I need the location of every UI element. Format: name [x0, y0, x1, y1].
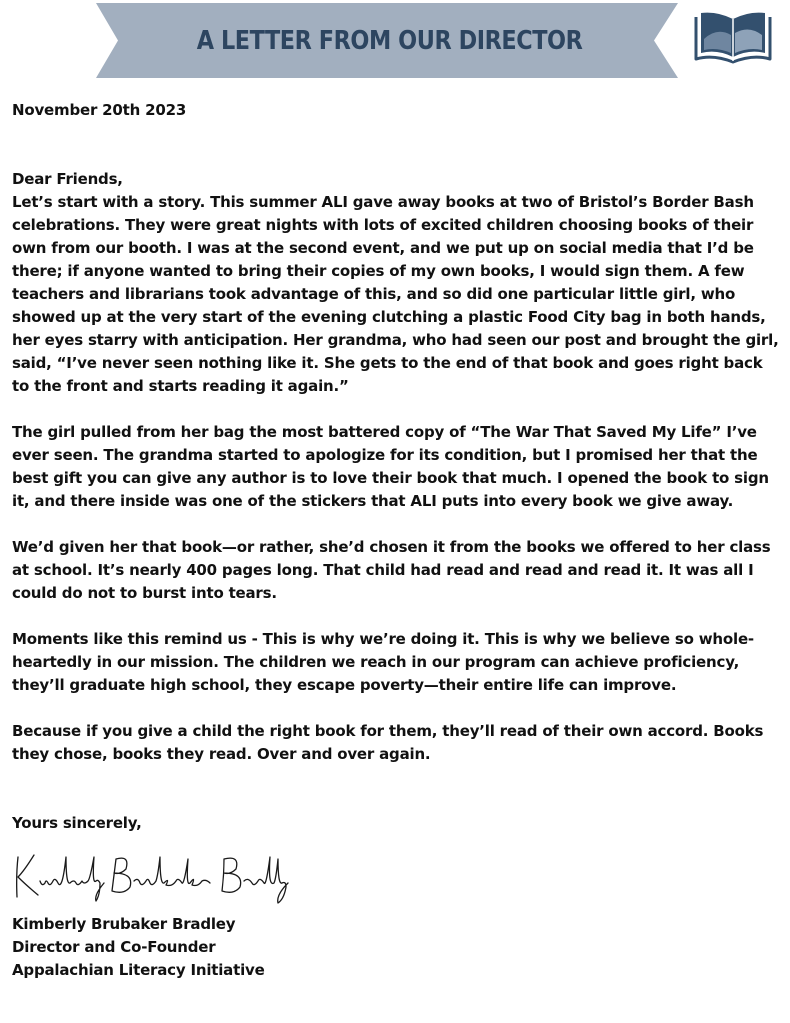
handwritten-signature [12, 845, 292, 905]
paragraph-3: We’d given her that book—or rather, she’d chosen it from the books we offered to her class at school. It’s nearly 400 pages long. That child had read and read and read it. It was all I could do not to burst into tears. [12, 538, 771, 602]
letter-date: November 20th 2023 [12, 101, 187, 119]
signer-name: Kimberly Brubaker Bradley [12, 915, 236, 933]
closing: Yours sincerely, [12, 814, 142, 832]
paragraph-5: Because if you give a child the right book for them, they’ll read of their own accord. Books they chose, books they read. Over and over again. [12, 722, 764, 763]
salutation: Dear Friends, [12, 170, 123, 188]
letter-body [12, 99, 782, 982]
paragraph-2: The girl pulled from her bag the most battered copy of “The War That Saved My Life” I’ve ever seen. The grandma started to apologize for its condition, but I promised her that the best gift you can give any author is to love their book that much. I opened the book to sign it, and there inside was one of the stickers that ALI puts into every book we give away. [12, 423, 769, 510]
paragraph-1: Let’s start with a story. This summer ALI gave away books at two of Bristol’s Border Bash celebrations. They were great nights with lots of excited children choosing books of their own from our booth. I was at the second event, and we put up on social media that I’d be there; if anyone wanted to bring their copies of my own books, I would sign them. A few teachers and librarians took advantage of this, and so did one particular little girl, who showed up at the very start of the evening clutching a plastic Food City bag in both hands, her eyes starry with anticipation. Her grandma, who had seen our post and brought the girl, said, “I’ve never seen nothing like it. She gets to the end of that book and goes right back to the front and starts reading it again.” [12, 193, 779, 395]
paragraph-4: Moments like this remind us - This is why we’re doing it. This is why we believe so whole-heartedly in our mission. The children we reach in our program can achieve proficiency, they’ll graduate high school, they escape poverty—their entire life can improve. [12, 630, 754, 694]
open-book-icon [693, 9, 773, 67]
header-banner [96, 3, 678, 78]
signer-organization: Appalachian Literacy Initiative [12, 961, 265, 979]
signer-title: Director and Co-Founder [12, 938, 216, 956]
page-title: A LETTER FROM OUR DIRECTOR [196, 25, 583, 56]
